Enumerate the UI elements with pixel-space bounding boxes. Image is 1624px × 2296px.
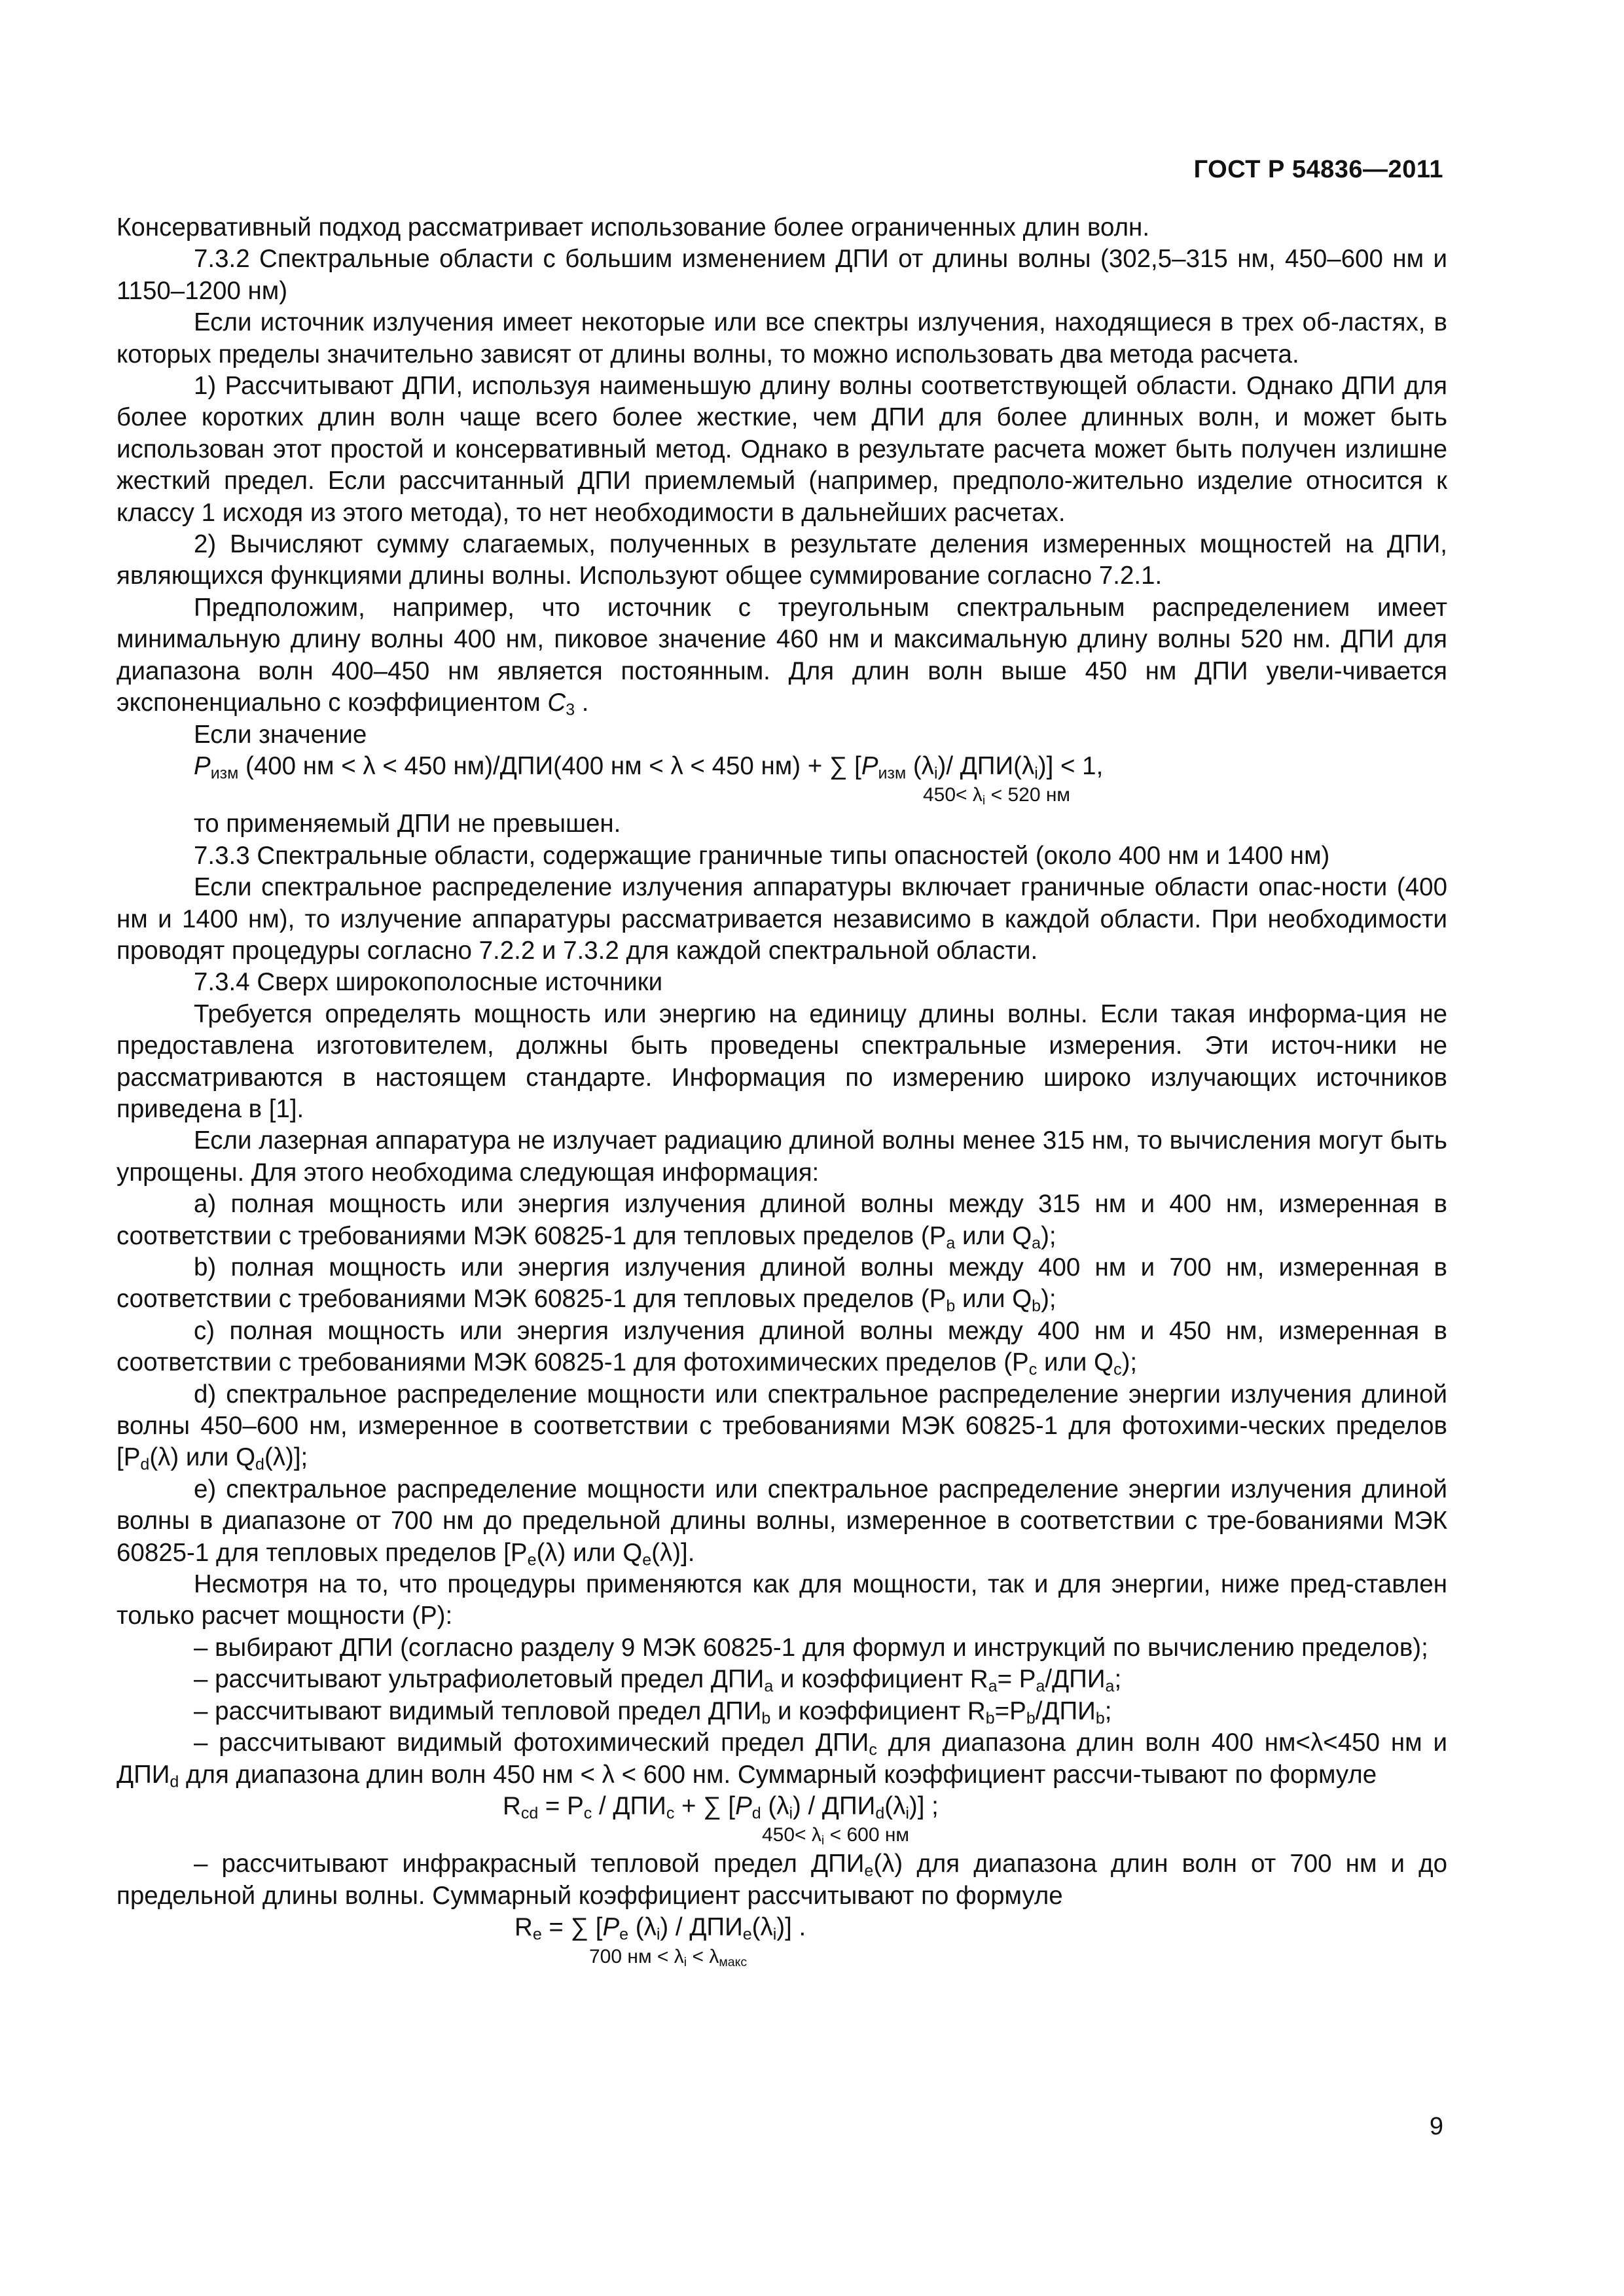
paragraph: Если источник излучения имеет некоторые или все спектры излучения, находящиеся в трех об-ластях, в которых пределы значительно зависят от длины волны, то можно использовать два метода расчета.	[117, 308, 1447, 368]
formula-2: $R_{cd} = P_c / ДПИ_c$ + ∑ [$P_d$ $(\lambda_i) / ДПИ_d(\lambda_i)$] ;	[503, 1791, 939, 1823]
paragraph	[117, 592, 1447, 719]
section-heading-7-3-3: 7.3.3 Спектральные области, содержащие граничные типы опасностей (около 400 нм и 1400 нм)	[194, 841, 1330, 870]
page-number: 9	[1429, 2113, 1443, 2140]
paragraph: 1) Рассчитывают ДПИ, используя наименьшую длину волны соответствующей области. Однако ДПИ для более коротких длин волн чаще всего более жесткие, чем ДПИ для более длинных волн, и может быть использован этот простой и консервативный метод. Однако в результате расчета может быть получен излишне жесткий предел. Если рассчитанный ДПИ приемлемый (например, предполо-жительно изделие относится к классу 1 исходя из этого метода), то нет необходимости в дальнейших расчетах.	[117, 372, 1447, 527]
list-item-e: е) спектральное распределение мощности или спектральное распределение энергии излучения длиной волны в диапазоне от 700 нм до предельной длины волны, измеренное в соответствии с тре-бованиями МЭК 60825-1 для тепловых пределов [$P_e(\lambda)$ или $Q_e(\lambda)$].	[117, 1475, 1447, 1569]
coefficient-subscript: 3	[566, 700, 575, 719]
formula-3: $R_e$ = ∑ [$P_e$ $(\lambda_i) / ДПИ_e(\lambda_i)$] .	[514, 1913, 806, 1944]
dash-item-infrared: – рассчитывают инфракрасный тепловой предел $ДПИ_e(\lambda)$ для диапазона длин волн от 700 нм и до предельной длины волны. Суммарный коэффициент рассчитывают по формуле	[117, 1850, 1447, 1910]
dash-item-photochemical: – рассчитывают видимый фотохимический предел $ДПИ_c$ для диапазона длин волн 400 нм<λ<450 нм и $ДПИ_d$ для диапазона длин волн 450 нм < λ < 600 нм. Суммарный коэффициент рассчи-тывают по формуле	[117, 1729, 1448, 1791]
coefficient-symbol: C	[547, 689, 566, 717]
dash-item-visible: – рассчитывают видимый тепловой предел $ДПИ_b$ и коэффициент $R_b=P_b/ДПИ_b$;	[194, 1696, 1112, 1727]
list-item-a: а) полная мощность или энергия излучения длиной волны между 315 нм и 400 нм, измеренная в соответствии с требованиями МЭК 60825-1 для тепловых пределов ($P_a$ или $Q_a$);	[117, 1190, 1447, 1252]
paragraph-text: Предположим, например, что источник с треугольным спектральным распределением имеет минимальную длину волны 400 нм, пиковое значение 460 нм и максимальную длину волны 520 нм. ДПИ для диапазона волн 400–450 нм является постоянным. Для длин волн выше 450 нм ДПИ увели-чивается экспоненциально с коэффициентом	[117, 593, 1447, 717]
list-item-d: d) спектральное распределение мощности или спектральное распределение энергии излучения длиной волны 450–600 нм, измеренное в соответствии с требованиями МЭК 60825-1 для фотохими-ческих пределов [$P_d(\lambda)$ или $Q_d(\lambda)$];	[117, 1380, 1447, 1474]
section-heading-7-3-2: 7.3.2 Спектральные области с большим изменением ДПИ от длины волны (302,5–315 нм, 450–600 нм и 1150–1200 нм)	[117, 245, 1447, 305]
dash-item-uv: – рассчитывают ультрафиолетовый предел $ДПИ_a$ и коэффициент $R_a= P_a/ДПИ_a$;	[194, 1665, 1122, 1696]
formula-1: $P_{изм}$ (400 нм < λ < 450 нм)/ДПИ(400 нм < λ < 450 нм) + ∑ [$P_{изм}$ $(\lambda_i)/$ $ДПИ(\lambda_i)] < 1$,	[194, 751, 1104, 783]
list-item-c: с) полная мощность или энергия излучения длиной волны между 400 нм и 450 нм, измеренная в соответствии с требованиями МЭК 60825-1 для фотохимических пределов ($P_c$ или $Q_c$);	[117, 1316, 1447, 1379]
paragraph: 2) Вычисляют сумму слагаемых, полученных в результате деления измеренных мощностей на ДПИ, являющихся функциями длины волны. Используют общее суммирование согласно 7.2.1.	[117, 530, 1447, 590]
document-header: ГОСТ Р 54836—2011	[1193, 156, 1443, 183]
paragraph-text: .	[575, 689, 589, 717]
formula-1-summation-range: $450< \lambda_i < 520$ нм	[923, 784, 1071, 808]
paragraph: Несмотря на то, что процедуры применяются как для мощности, так и для энергии, ниже пред-ставлен только расчет мощности (P):	[117, 1570, 1447, 1630]
formula-3-summation-range: 700 нм < $\lambda_i < \lambda_{макс}$	[589, 1945, 748, 1969]
formula-2-summation-range: $450< \lambda_i < 600$ нм	[762, 1824, 910, 1848]
paragraph: то применяемый ДПИ не превышен.	[194, 810, 621, 838]
dash-item: – выбирают ДПИ (согласно разделу 9 МЭК 60825-1 для формул и инструкций по вычислению пределов);	[194, 1633, 1428, 1662]
paragraph: Если значение	[194, 720, 367, 749]
paragraph: Если лазерная аппаратура не излучает радиацию длиной волны менее 315 нм, то вычисления могут быть упрощены. Для этого необходима следующая информация:	[117, 1126, 1447, 1187]
list-item-b: b) полная мощность или энергия излучения длиной волны между 400 нм и 700 нм, измеренная в соответствии с требованиями МЭК 60825-1 для тепловых пределов ($P_b$ или $Q_b$);	[117, 1253, 1447, 1316]
paragraph: Если спектральное распределение излучения аппаратуры включает граничные области опас-ности (400 нм и 1400 нм), то излучение аппаратуры рассматривается независимо в каждой области. При необходимости проводят процедуры согласно 7.2.2 и 7.3.2 для каждой спектральной области.	[117, 873, 1447, 965]
section-heading-7-3-4: 7.3.4 Сверх широкополосные источники	[194, 968, 663, 997]
document-body	[117, 212, 1447, 1970]
paragraph: Требуется определять мощность или энергию на единицу длины волны. Если такая информа-ция не предоставлена изготовителем, должны быть проведены спектральные измерения. Эти источ-ники не рассматриваются в настоящем стандарте. Информация по измерению широко излучающих источников приведена в [1].	[117, 999, 1447, 1123]
paragraph: Консервативный подход рассматривает использование более ограниченных длин волн.	[117, 213, 1150, 242]
